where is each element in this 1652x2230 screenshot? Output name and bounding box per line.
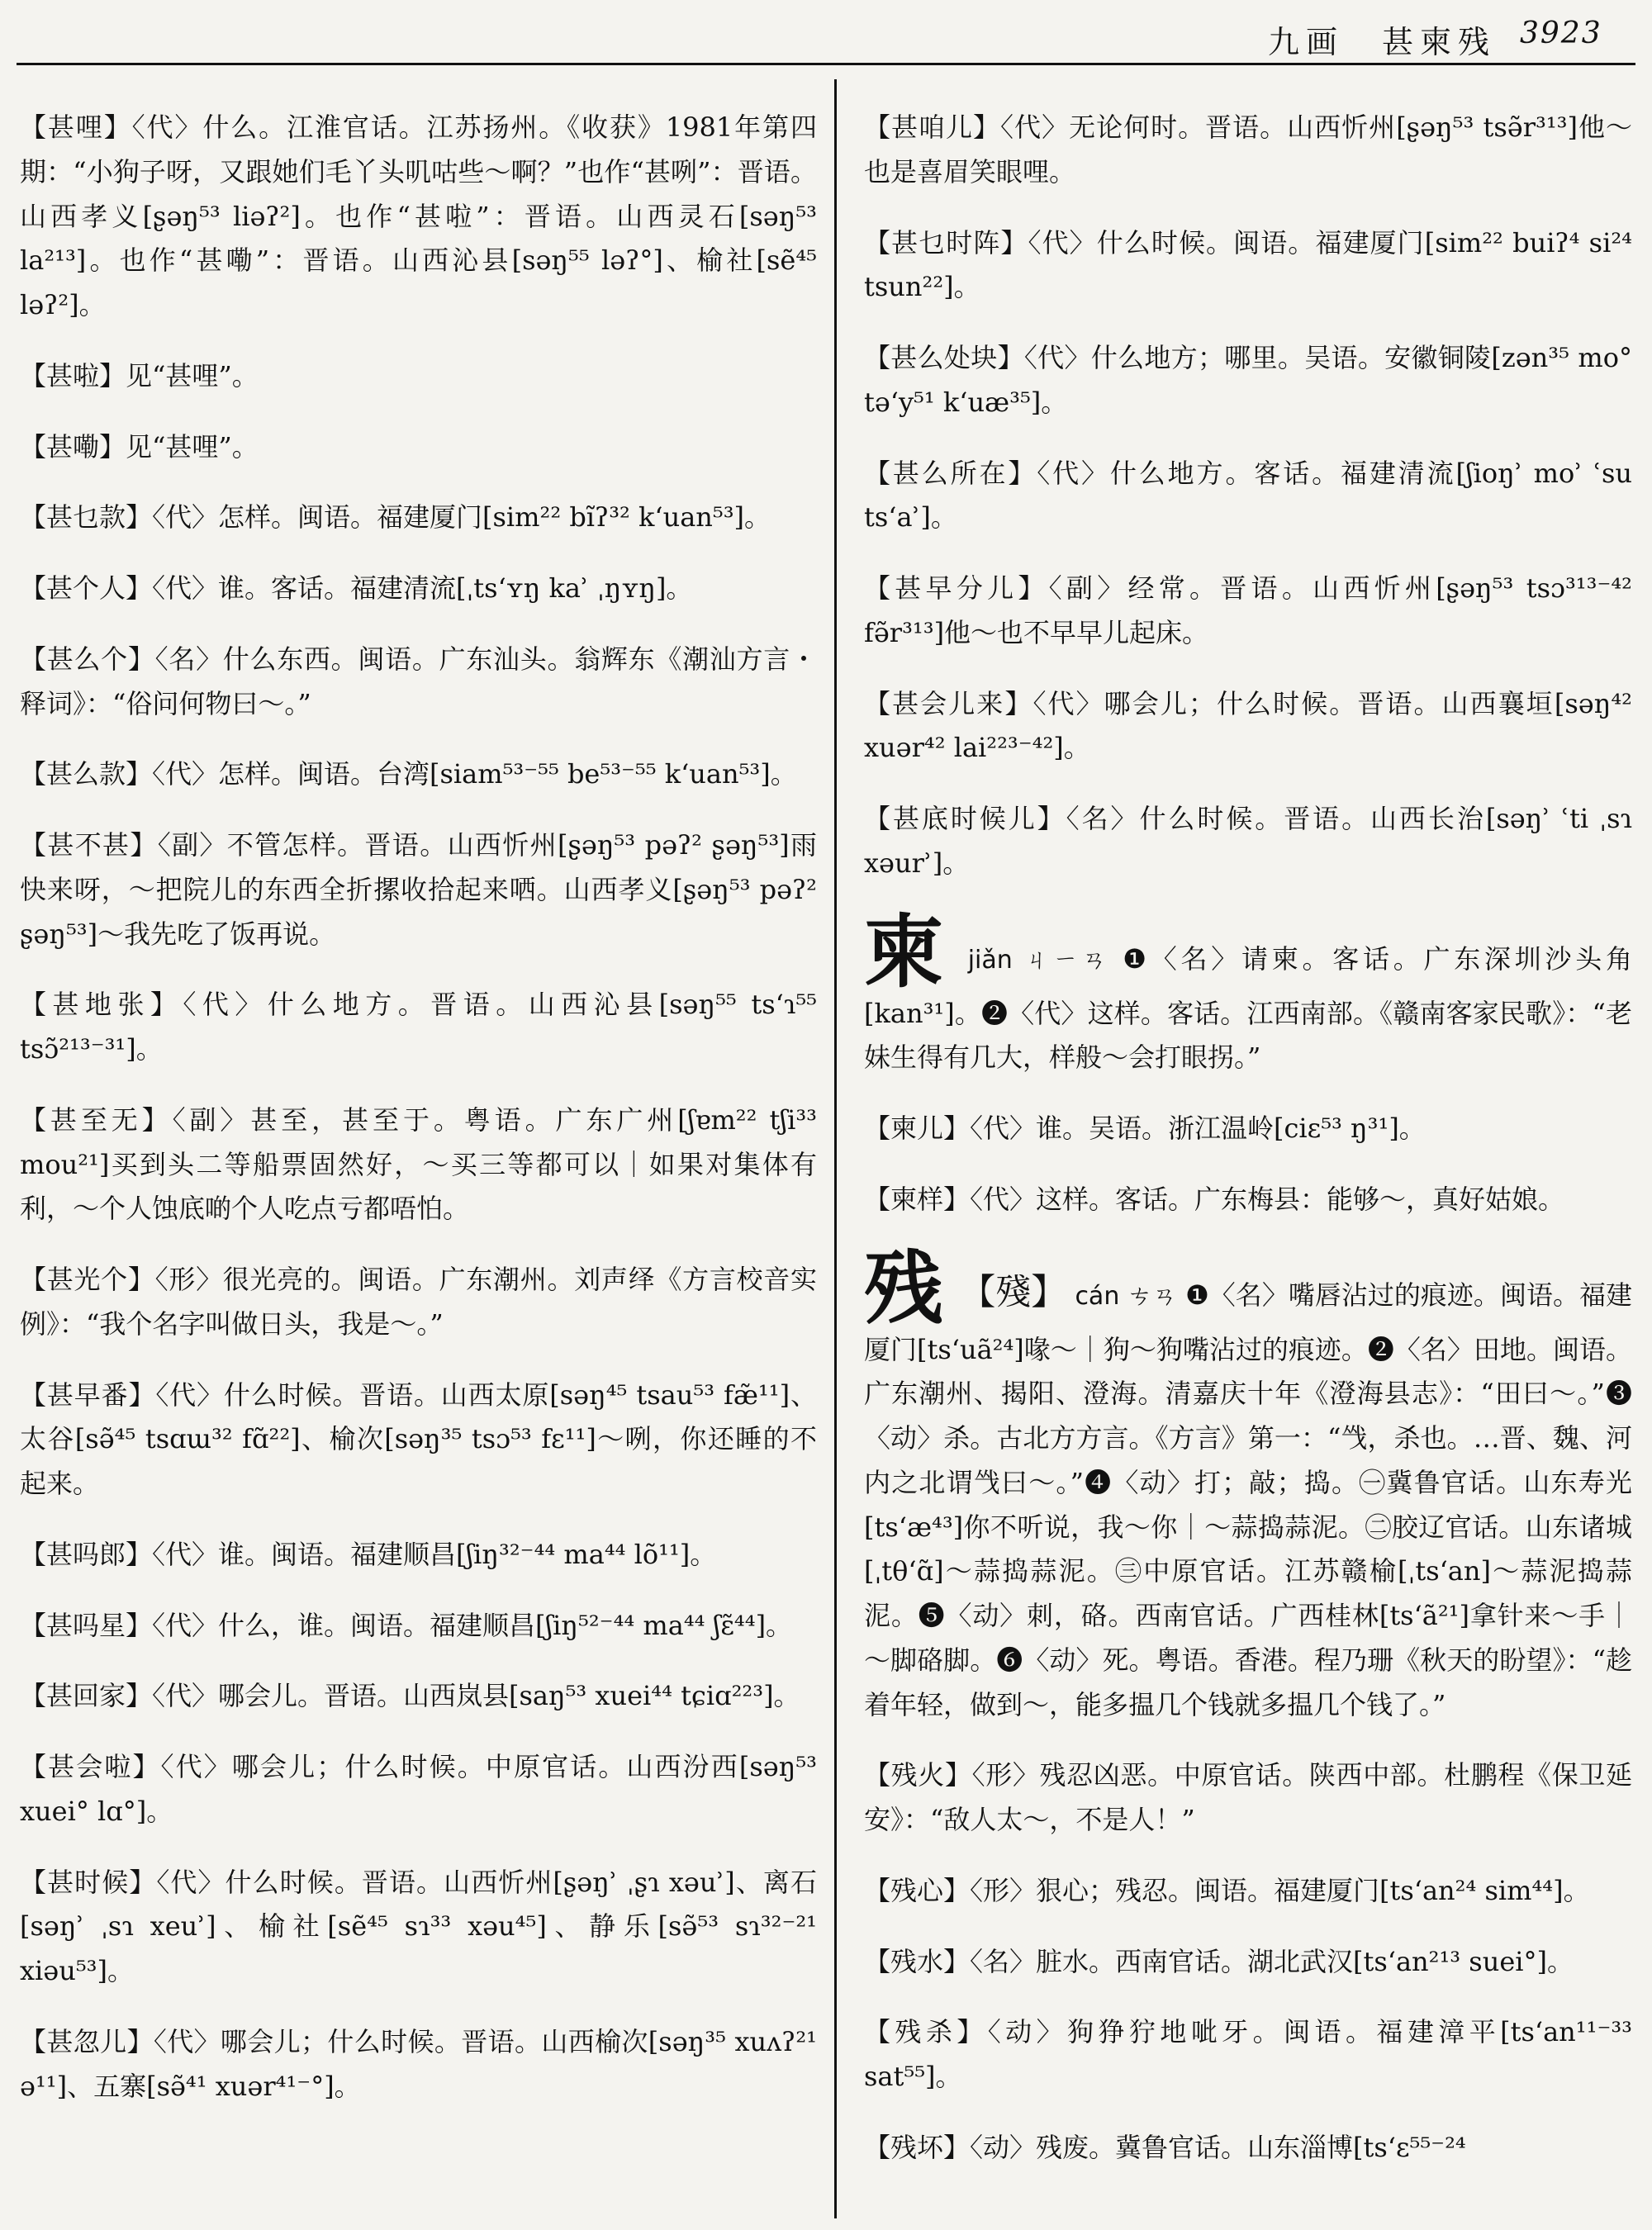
right-column bbox=[864, 79, 1632, 2222]
character-definition: ❶〈名〉请柬。客话。广东深圳沙头角[kan³¹]。❷〈代〉这样。客话。江西南部。《赣南客家民歌》：“老妹生得有几大，样般～会打眼拐。” bbox=[864, 942, 1632, 1074]
dictionary-entry: 【甚么处块】〈代〉什么地方；哪里。吴语。安徽铜陵[zən³⁵ mo° tə‘y⁵¹ k‘uæ³⁵]。 bbox=[864, 342, 1632, 418]
dictionary-entry: 【甚么款】〈代〉怎样。闽语。台湾[siam⁵³⁻⁵⁵ be⁵³⁻⁵⁵ k‘uan⁵³]。 bbox=[20, 758, 797, 790]
page-number: 3923 bbox=[1520, 17, 1602, 50]
dictionary-entry: 【残坏】〈动〉残废。冀鲁官话。山东淄博[ts‘ɛ⁵⁵⁻²⁴ bbox=[864, 2131, 1466, 2163]
headword-character: 残 bbox=[864, 1241, 944, 1335]
dictionary-entry: 【甚不甚】〈副〉不管怎样。晋语。山西忻州[ʂəŋ⁵³ pəʔ² ʂəŋ⁵³]雨快来呀，～把院儿的东西全折摞收拾起来哂。山西孝义[ʂəŋ⁵³ pəʔ² ʂəŋ⁵³]～我先吃了饭再说。 bbox=[20, 829, 817, 950]
dictionary-entry: 【甚个人】〈代〉谁。客话。福建清流[ˌts‘ʏŋ kaʾ ˌŋʏŋ]。 bbox=[20, 572, 693, 604]
running-head: 九画 甚柬残 bbox=[1268, 24, 1497, 60]
dictionary-entry: 【甚忽儿】〈代〉哪会儿；什么时候。晋语。山西榆次[səŋ³⁵ xuʌʔ²¹ ə¹¹]、五寨[sə̃⁴¹ xuər⁴¹⁻°]。 bbox=[20, 2025, 817, 2102]
dictionary-entry: 【甚底时候儿】〈名〉什么时候。晋语。山西长治[səŋʾ ʿti ˌsɿ xəurʾ]。 bbox=[864, 803, 1632, 879]
traditional-variant: 【殘】 bbox=[960, 1271, 1067, 1313]
dictionary-entry: 【残杀】〈动〉狗狰狞地呲牙。闽语。福建漳平[ts‘an¹¹⁻³³ sat⁵⁵]。 bbox=[864, 2016, 1632, 2092]
dictionary-entry: 【甚乜款】〈代〉怎样。闽语。福建厦门[sim²² bĩʔ³² k‘uan⁵³]。 bbox=[20, 501, 771, 534]
dictionary-entry: 【甚吗星】〈代〉什么，谁。闽语。福建顺昌[ʃiŋ⁵²⁻⁴⁴ ma⁴⁴ ʃɛ̃⁴⁴]。 bbox=[20, 1609, 793, 1641]
dictionary-entry: 【残心】〈形〉狠心；残忍。闽语。福建厦门[ts‘an²⁴ sim⁴⁴]。 bbox=[864, 1874, 1590, 1906]
dictionary-entry: 【甚早分儿】〈副〉经常。晋语。山西忻州[ʂəŋ⁵³ tsɔ³¹³⁻⁴² fə̃r³¹³]他～也不早早儿起床。 bbox=[864, 572, 1632, 648]
dictionary-entry: 【甚至无】〈副〉甚至，甚至于。粤语。广东广州[ʃɐm²² tʃi³³ mou²¹]买到头二等船票固然好，～买三等都可以｜如果对集体有利，～个人蚀底啲个人吃点亏都唔怕。 bbox=[20, 1103, 817, 1225]
dictionary-entry: 【甚会儿来】〈代〉哪会儿；什么时候。晋语。山西襄垣[səŋ⁴² xuər⁴² lai²²³⁻⁴²]。 bbox=[864, 687, 1632, 764]
dictionary-entry: 【甚么个】〈名〉什么东西。闽语。广东汕头。翁辉东《潮汕方言・释词》：“俗问何物曰～。” bbox=[20, 643, 817, 719]
page-header bbox=[0, 0, 1652, 66]
dictionary-entry: 【残火】〈形〉残忍凶恶。中原官话。陕西中部。杜鹏程《保卫延安》：“敌人太～，不是人！” bbox=[864, 1759, 1632, 1835]
character-entry-jian bbox=[864, 904, 1632, 1081]
header-rule bbox=[17, 63, 1635, 65]
dictionary-entry: 【残水】〈名〉脏水。西南官话。湖北武汉[ts‘an²¹³ suei°]。 bbox=[864, 1945, 1574, 1977]
dictionary-entry: 【柬儿】〈代〉谁。吴语。浙江温岭[ciɛ⁵³ ŋ³¹]。 bbox=[864, 1113, 1426, 1144]
dictionary-entry: 【甚咱儿】〈代〉无论何时。晋语。山西忻州[ʂəŋ⁵³ tsə̃r³¹³]他～也是喜眉笑眼哩。 bbox=[864, 112, 1632, 187]
headword-character: 柬 bbox=[864, 904, 947, 999]
dictionary-entry: 【甚嘞】见“甚哩”。 bbox=[20, 430, 259, 463]
headword-pinyin: cán ㄘㄢ bbox=[1075, 1281, 1177, 1311]
dictionary-entry: 【甚光个】〈形〉很光亮的。闽语。广东潮州。刘声绎《方言校音实例》：“我个名字叫做日头，我是～。” bbox=[20, 1264, 817, 1340]
dictionary-entry: 【甚会啦】〈代〉哪会儿；什么时候。中原官话。山西汾西[səŋ⁵³ xuei° lɑ°]。 bbox=[20, 1751, 817, 1827]
dictionary-entry: 【柬样】〈代〉这样。客话。广东梅县：能够～，真好姑娘。 bbox=[864, 1183, 1565, 1215]
dictionary-entry: 【甚地张】〈代〉什么地方。晋语。山西沁县[səŋ⁵⁵ ts‘ɿ⁵⁵ tsɔ̃²¹³⁻³¹]。 bbox=[20, 989, 817, 1065]
left-column bbox=[20, 79, 817, 2222]
headword-pinyin: jiǎn ㄐㄧㄢ bbox=[967, 945, 1111, 975]
dictionary-entry: 【甚时候】〈代〉什么时候。晋语。山西忻州[ʂəŋʾ ˌʂɿ xəuʾ]、离石[səŋʾ ˌsɿ xeuʾ]、榆社[sẽ⁴⁵ sɿ³³ xəu⁴⁵]、静乐[sə̃⁵³ sɿ³²⁻²¹ xiəu⁵³]。 bbox=[20, 1866, 817, 1986]
dictionary-entry: 【甚回家】〈代〉哪会儿。晋语。山西岚县[saŋ⁵³ xuei⁴⁴ tɕiɑ²²³]。 bbox=[20, 1680, 800, 1712]
dictionary-entry: 【甚吗郎】〈代〉谁。闽语。福建顺昌[ʃiŋ³²⁻⁴⁴ ma⁴⁴ lõ¹¹]。 bbox=[20, 1538, 717, 1570]
column-divider bbox=[834, 79, 837, 2218]
dictionary-entry: 【甚哩】〈代〉什么。江淮官话。江苏扬州。《收获》1981年第四期：“小狗子呀，又跟她们毛丫头叽咕些～啊？”也作“甚咧”：晋语。山西孝义[ʂəŋ⁵³ liəʔ²]。也作“甚啦”：晋语。山西灵石[səŋ⁵³ la²¹³]。也作“甚嘞”：晋语。山西沁县[səŋ⁵⁵ ləʔ°]、榆社[sẽ⁴⁵ ləʔ²]。 bbox=[20, 112, 817, 320]
dictionary-entry: 【甚啦】见“甚哩”。 bbox=[20, 359, 259, 391]
dictionary-entry: 【甚么所在】〈代〉什么地方。客话。福建清流[ʃioŋʾ moʾ ʿsu ts‘aʾ]。 bbox=[864, 457, 1632, 534]
dictionary-entry: 【甚乜时阵】〈代〉什么时候。闽语。福建厦门[sim²² buiʔ⁴ si²⁴ tsun²²]。 bbox=[864, 226, 1632, 303]
character-definition: ❶〈名〉嘴唇沾过的痕迹。闽语。福建厦门[ts‘uã²⁴]喙～｜狗～狗嘴沾过的痕迹。❷〈名〉田地。闽语。广东潮州、揭阳、澄海。清嘉庆十年《澄海县志》：“田曰～。”❸〈动〉杀。古北方方言。《方言》第一：“㦰，杀也。…晋、魏、河内之北谓㦰曰～。”❹〈动〉打；敲；捣。㊀冀鲁官话。山东寿光[ts‘æ⁴³]你不听说，我～你｜～蒜捣蒜泥。㊁胶辽官话。山东诸城[ˌtθ‘ɑ̃]～蒜捣蒜泥。㊂中原官话。江苏赣榆[ˌts‘an]～蒜泥捣蒜泥。❺〈动〉刺，硌。西南官话。广西桂林[ts‘ã²¹]拿针来～手｜～脚硌脚。❻〈动〉死。粤语。香港。程乃珊《秋天的盼望》：“趁着年轻，做到～，能多揾几个钱就多揾几个钱了。” bbox=[864, 1279, 1632, 1720]
character-entry-can bbox=[864, 1241, 1632, 1728]
dictionary-entry: 【甚早番】〈代〉什么时候。晋语。山西太原[səŋ⁴⁵ tsau⁵³ fæ̃¹¹]、太谷[sə̃⁴⁵ tsɑɯ³² fɑ̃²²]、榆次[səŋ³⁵ tsɔ⁵³ fɛ¹¹]～咧，你还睡的不起来。 bbox=[20, 1378, 817, 1499]
